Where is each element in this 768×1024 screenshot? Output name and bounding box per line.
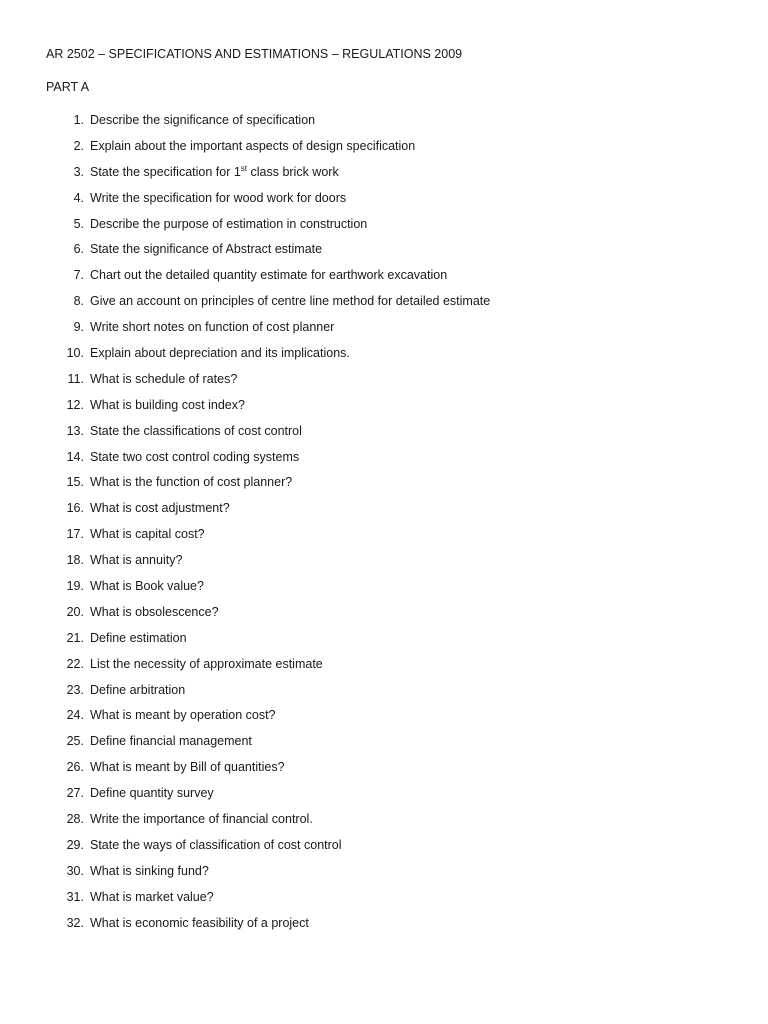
question-text: Define quantity survey	[90, 786, 214, 801]
question-text: Write the specification for wood work for doors	[90, 190, 347, 205]
question-text: What is economic feasibility of a project	[90, 915, 309, 930]
question-text: What is building cost index?	[90, 397, 245, 412]
question-text: Chart out the detailed quantity estimate for earthwork excavation	[90, 268, 448, 283]
part-heading: PART A	[46, 80, 90, 94]
question-number: 5.	[73, 216, 84, 231]
question-number: 29.	[66, 837, 84, 852]
question-text: What is meant by Bill of quantities?	[90, 760, 285, 775]
question-number: 16.	[66, 501, 84, 516]
question-text: Describe the purpose of estimation in construction	[90, 216, 368, 231]
question-text	[90, 165, 339, 179]
question-text: Write the importance of financial control.	[90, 812, 313, 827]
question-text: What is meant by operation cost?	[90, 708, 276, 723]
question-text-part: class brick work	[247, 164, 339, 179]
question-text: State the classifications of cost control	[90, 423, 302, 438]
question-number: 27.	[66, 786, 84, 801]
question-text: State the ways of classification of cost control	[90, 837, 342, 852]
question-number: 22.	[66, 656, 84, 671]
question-number: 17.	[66, 527, 84, 542]
question-number: 1.	[73, 113, 84, 127]
question-text: Write short notes on function of cost planner	[90, 320, 335, 335]
question-number: 8.	[73, 294, 84, 309]
question-text: Define estimation	[90, 630, 187, 645]
question-text: What is sinking fund?	[90, 863, 209, 878]
question-number: 30.	[66, 863, 84, 878]
question-number: 26.	[66, 760, 84, 775]
question-number: 15.	[66, 475, 84, 490]
question-text: What is schedule of rates?	[90, 371, 238, 386]
question-text: Explain about the important aspects of design specification	[90, 138, 416, 153]
question-text: Describe the significance of specification	[90, 113, 316, 127]
question-text: State the significance of Abstract estimate	[90, 242, 323, 257]
question-number: 13.	[66, 423, 84, 438]
question-number: 7.	[73, 268, 84, 283]
question-number: 11.	[67, 371, 84, 386]
ordinal-superscript: st	[240, 163, 248, 173]
question-number: 32.	[66, 915, 84, 930]
question-number: 25.	[66, 734, 84, 749]
question-text: What is market value?	[90, 889, 214, 904]
question-text-part: State the specification for 1	[90, 164, 241, 179]
question-number: 4.	[73, 190, 84, 205]
question-number: 2.	[73, 138, 84, 153]
question-number: 10.	[66, 346, 84, 361]
question-text: What is Book value?	[90, 579, 204, 594]
question-number: 3.	[73, 164, 84, 179]
question-number: 14.	[66, 449, 84, 464]
question-number: 19.	[66, 579, 84, 594]
question-text: Define financial management	[90, 734, 252, 749]
question-number: 23.	[66, 682, 84, 697]
question-text: What is capital cost?	[90, 527, 205, 542]
question-number: 20.	[66, 604, 84, 619]
question-number: 24.	[66, 708, 84, 723]
question-text: Give an account on principles of centre line method for detailed estimate	[90, 294, 491, 309]
question-text: What is annuity?	[90, 553, 183, 568]
question-text: Explain about depreciation and its implications.	[90, 346, 350, 361]
question-number: 9.	[73, 320, 84, 335]
question-text: Define arbitration	[90, 682, 186, 697]
question-number: 21.	[66, 630, 84, 645]
question-text: What is cost adjustment?	[90, 501, 230, 516]
question-number: 6.	[73, 242, 84, 257]
question-number: 18.	[66, 553, 84, 568]
question-number: 28.	[66, 812, 84, 827]
question-number: 31.	[66, 889, 84, 904]
question-text: What is obsolescence?	[90, 604, 219, 619]
document-title: AR 2502 – SPECIFICATIONS AND ESTIMATIONS – REGULATIONS 2009	[46, 47, 463, 61]
question-number: 12.	[66, 397, 84, 412]
question-text: List the necessity of approximate estimate	[90, 656, 323, 671]
question-text: What is the function of cost planner?	[90, 475, 293, 490]
question-text: State two cost control coding systems	[90, 449, 300, 464]
